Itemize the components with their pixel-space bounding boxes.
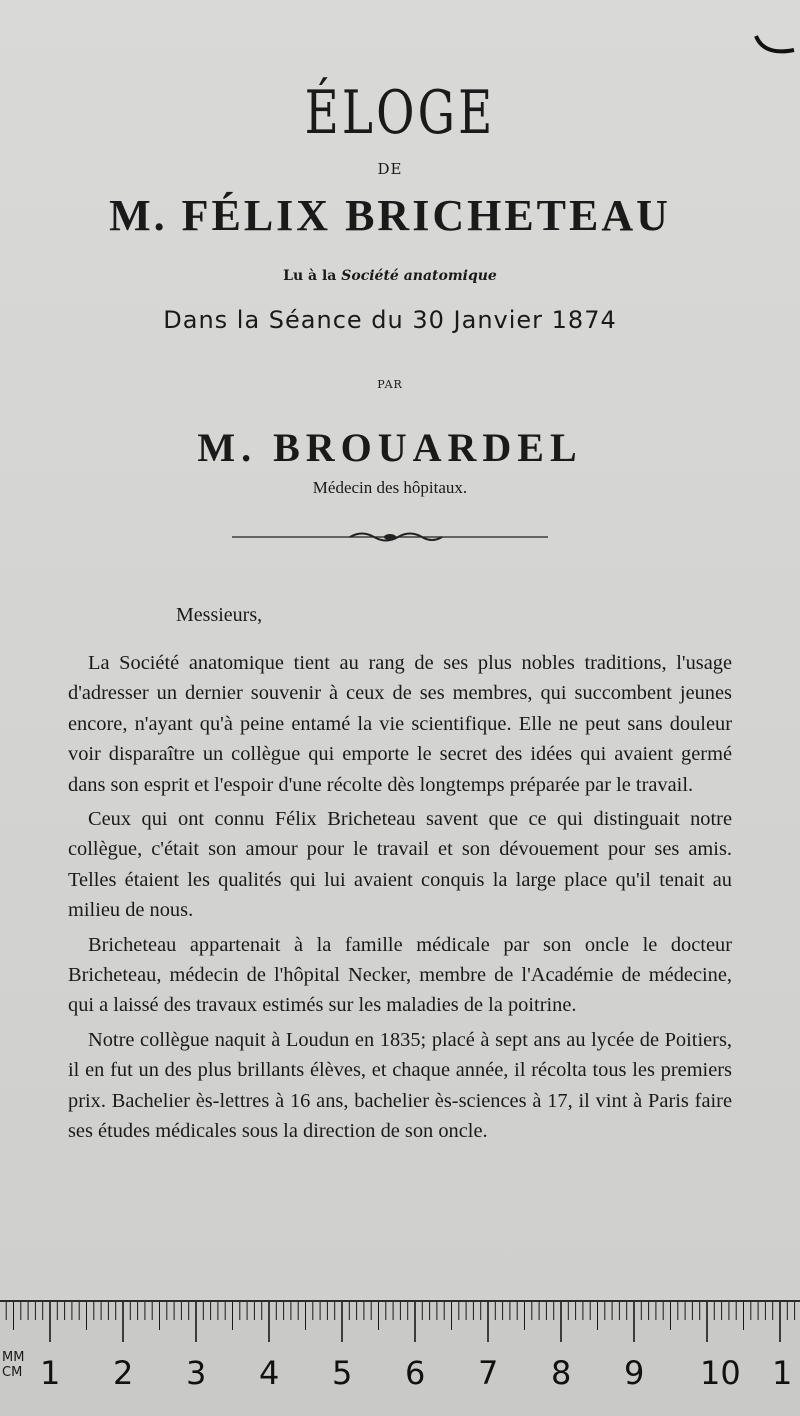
title-preposition: DE <box>377 160 403 178</box>
session-date: Dans la Séance du 30 Janvier 1874 <box>163 306 617 334</box>
author-title: Médecin des hôpitaux. <box>312 478 468 497</box>
ruler-number: 4 <box>259 1354 280 1392</box>
society-name: Société anatomique <box>341 268 497 284</box>
paragraph: La Société anatomique tient au rang de ses plus nobles traditions, l'usage d'adresser un dernier souvenir à ceux de ses membres, qui succombent jeunes encore, n'ayant qu'à peine entamé la vie scientifique. Elle ne peut sans douleur voir disparaître un collègue qui emporte le secret des idées qui avaient germé dans son esprit et l'espoir d'une récolte dès longtemps préparée par le travail. <box>68 652 732 796</box>
ruler-number: 9 <box>624 1354 645 1392</box>
ruler-number: 3 <box>186 1354 207 1392</box>
ruler-number: 1 <box>772 1354 793 1392</box>
ruler-number: 2 <box>113 1354 134 1392</box>
corner-ink-mark <box>750 22 800 62</box>
ruler-number: 6 <box>405 1354 426 1392</box>
page-title: ÉLOGE <box>304 78 496 148</box>
ruler-number: 1 <box>40 1354 61 1392</box>
ornamental-divider <box>232 528 548 546</box>
body-text <box>68 648 732 1151</box>
ruler-ticks <box>0 1302 800 1362</box>
salutation: Messieurs, <box>176 604 263 626</box>
ruler-unit-mm: MM <box>2 1350 25 1365</box>
author-name: M. BROUARDEL <box>197 425 583 470</box>
ruler-number: 7 <box>478 1354 499 1392</box>
by-label: PAR <box>377 378 403 391</box>
ruler-number: 10 <box>700 1354 741 1392</box>
ruler-number: 5 <box>332 1354 353 1392</box>
subject-name: M. FÉLIX BRICHETEAU <box>109 191 671 240</box>
ruler-unit-cm: CM <box>2 1365 23 1380</box>
ruler-number: 8 <box>551 1354 572 1392</box>
paragraph: Ceux qui ont connu Félix Bricheteau savent que ce qui distinguait notre collègue, c'était son amour pour le travail et son dévouement pour ses amis. Telles étaient les qualités qui lui avaient conquis la large place qu'il tenait au milieu de nous. <box>68 808 732 922</box>
paragraph: Notre collègue naquit à Loudun en 1835; placé à sept ans au lycée de Poitiers, il en fut un des plus brillants élèves, et chaque année, il récolta tous les premiers prix. Bachelier ès-lettres à 16 ans, bachelier ès-sciences à 17, il vint à Paris faire ses études médicales sous la direction de son oncle. <box>68 1028 732 1143</box>
ruler-unit-label <box>2 1350 24 1380</box>
read-at-line <box>0 268 780 284</box>
read-at-prefix: Lu à la <box>283 268 342 284</box>
paragraph: Bricheteau appartenait à la famille médicale par son oncle le docteur Bricheteau, médecin de l'hôpital Necker, membre de l'Académie de médecine, qui a laissé des travaux estimés sur les maladies de la poitrine. <box>68 933 732 1017</box>
